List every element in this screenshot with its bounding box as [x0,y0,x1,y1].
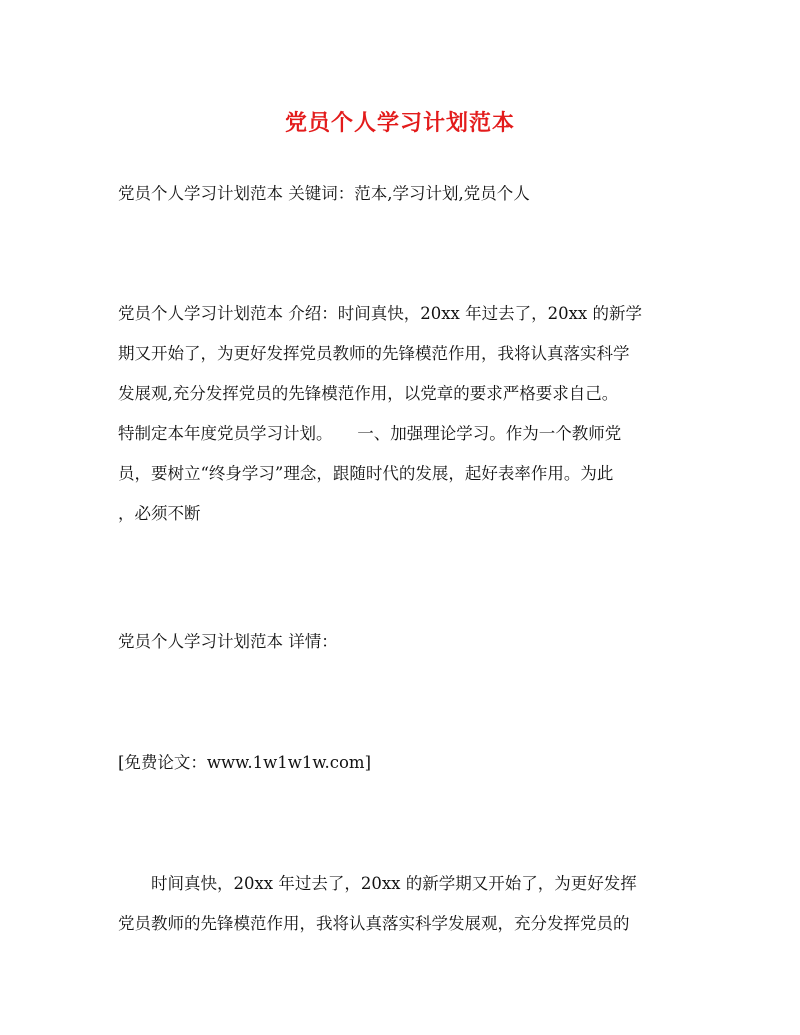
intro-line-2: 期又开始了，为更好发挥党员教师的先锋模范作用，我将认真落实科学 [118,344,630,363]
body-line-2: 党员教师的先锋模范作用，我将认真落实科学发展观，充分发挥党员的 [118,914,630,933]
document-title: 党员个人学习计划范本 [284,110,515,136]
keywords-line: 党员个人学习计划范本 关键词：范本,学习计划,党员个人 [118,184,530,203]
intro-line-1: 党员个人学习计划范本 介绍：时间真快，20xx 年过去了，20xx 的新学 [118,304,642,323]
intro-line-5: 员，要树立“终身学习”理念，跟随时代的发展，起好表率作用。为此 [118,464,614,483]
intro-line-6: ，必须不断 [118,504,201,523]
intro-line-3: 发展观,充分发挥党员的先锋模范作用，以党章的要求严格要求自己。 [118,384,619,403]
source-line: [免费论文：www.1w1w1w.com] [118,753,372,772]
body-line-1: 时间真快，20xx 年过去了，20xx 的新学期又开始了，为更好发挥 [118,874,637,893]
details-line: 党员个人学习计划范本 详情： [118,632,338,651]
intro-line-4: 特制定本年度党员学习计划。 一、加强理论学习。作为一个教师党 [118,424,622,443]
